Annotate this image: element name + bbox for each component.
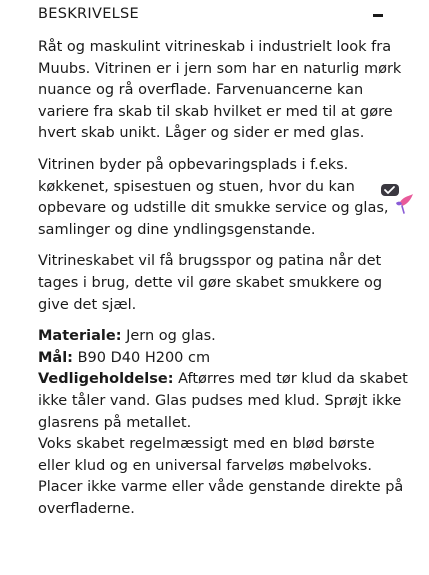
spec-material-label: Materiale: <box>38 328 122 345</box>
spec-size-label: Mål: <box>38 349 73 366</box>
description-paragraph-2: Vitrinen byder på opbevaringsplads i f.eks. køkkenet, spisestuen og stuen, hvor du kan opbevare og udstille dit smukke service og glas, samlinger og dine yndlingsgenstande. <box>38 156 389 238</box>
spec-care-value: Aftørres med tør klud da skabet ikke tåler vand. Glas pudses med klud. Sprøjt ikke glasrens på metallet. <box>38 371 408 431</box>
spec-size <box>38 348 410 370</box>
accessibility-widget[interactable] <box>380 182 416 216</box>
spec-care <box>38 369 410 434</box>
spec-care-line-1: Voks skabet regelmæssigt med en blød børste eller klud og en universal farveløs møbelvoks. <box>38 436 375 474</box>
spec-care-label: Vedligeholdelse: <box>38 371 174 388</box>
spec-size-value: B90 D40 H200 cm <box>72 349 211 366</box>
accessibility-widget-icon <box>380 182 416 216</box>
description-paragraph-1: Råt og maskulint vitrineskab i industrielt look fra Muubs. Vitrinen er i jern som har en naturlig mørk nuance og rå overflade. Farvenuancerne kan variere fra skab til skab hvilket er med til at gøre hvert skab unikt. Låger og sider er med glas. <box>38 39 402 142</box>
spec-material-value: Jern og glas. <box>121 328 216 345</box>
spec-material <box>38 326 410 348</box>
description-paragraph-3: Vitrineskabet vil få brugsspor og patina når det tages i brug, dette vil gøre skabet smukkere og give det sjæl. <box>38 253 383 313</box>
spec-care-line-2: Placer ikke varme eller våde genstande direkte på overfladerne. <box>38 479 404 517</box>
section-title: BESKRIVELSE <box>38 6 139 22</box>
description-section-header[interactable] <box>38 6 383 26</box>
description-content <box>38 37 410 520</box>
collapse-minus-icon[interactable] <box>373 14 383 17</box>
